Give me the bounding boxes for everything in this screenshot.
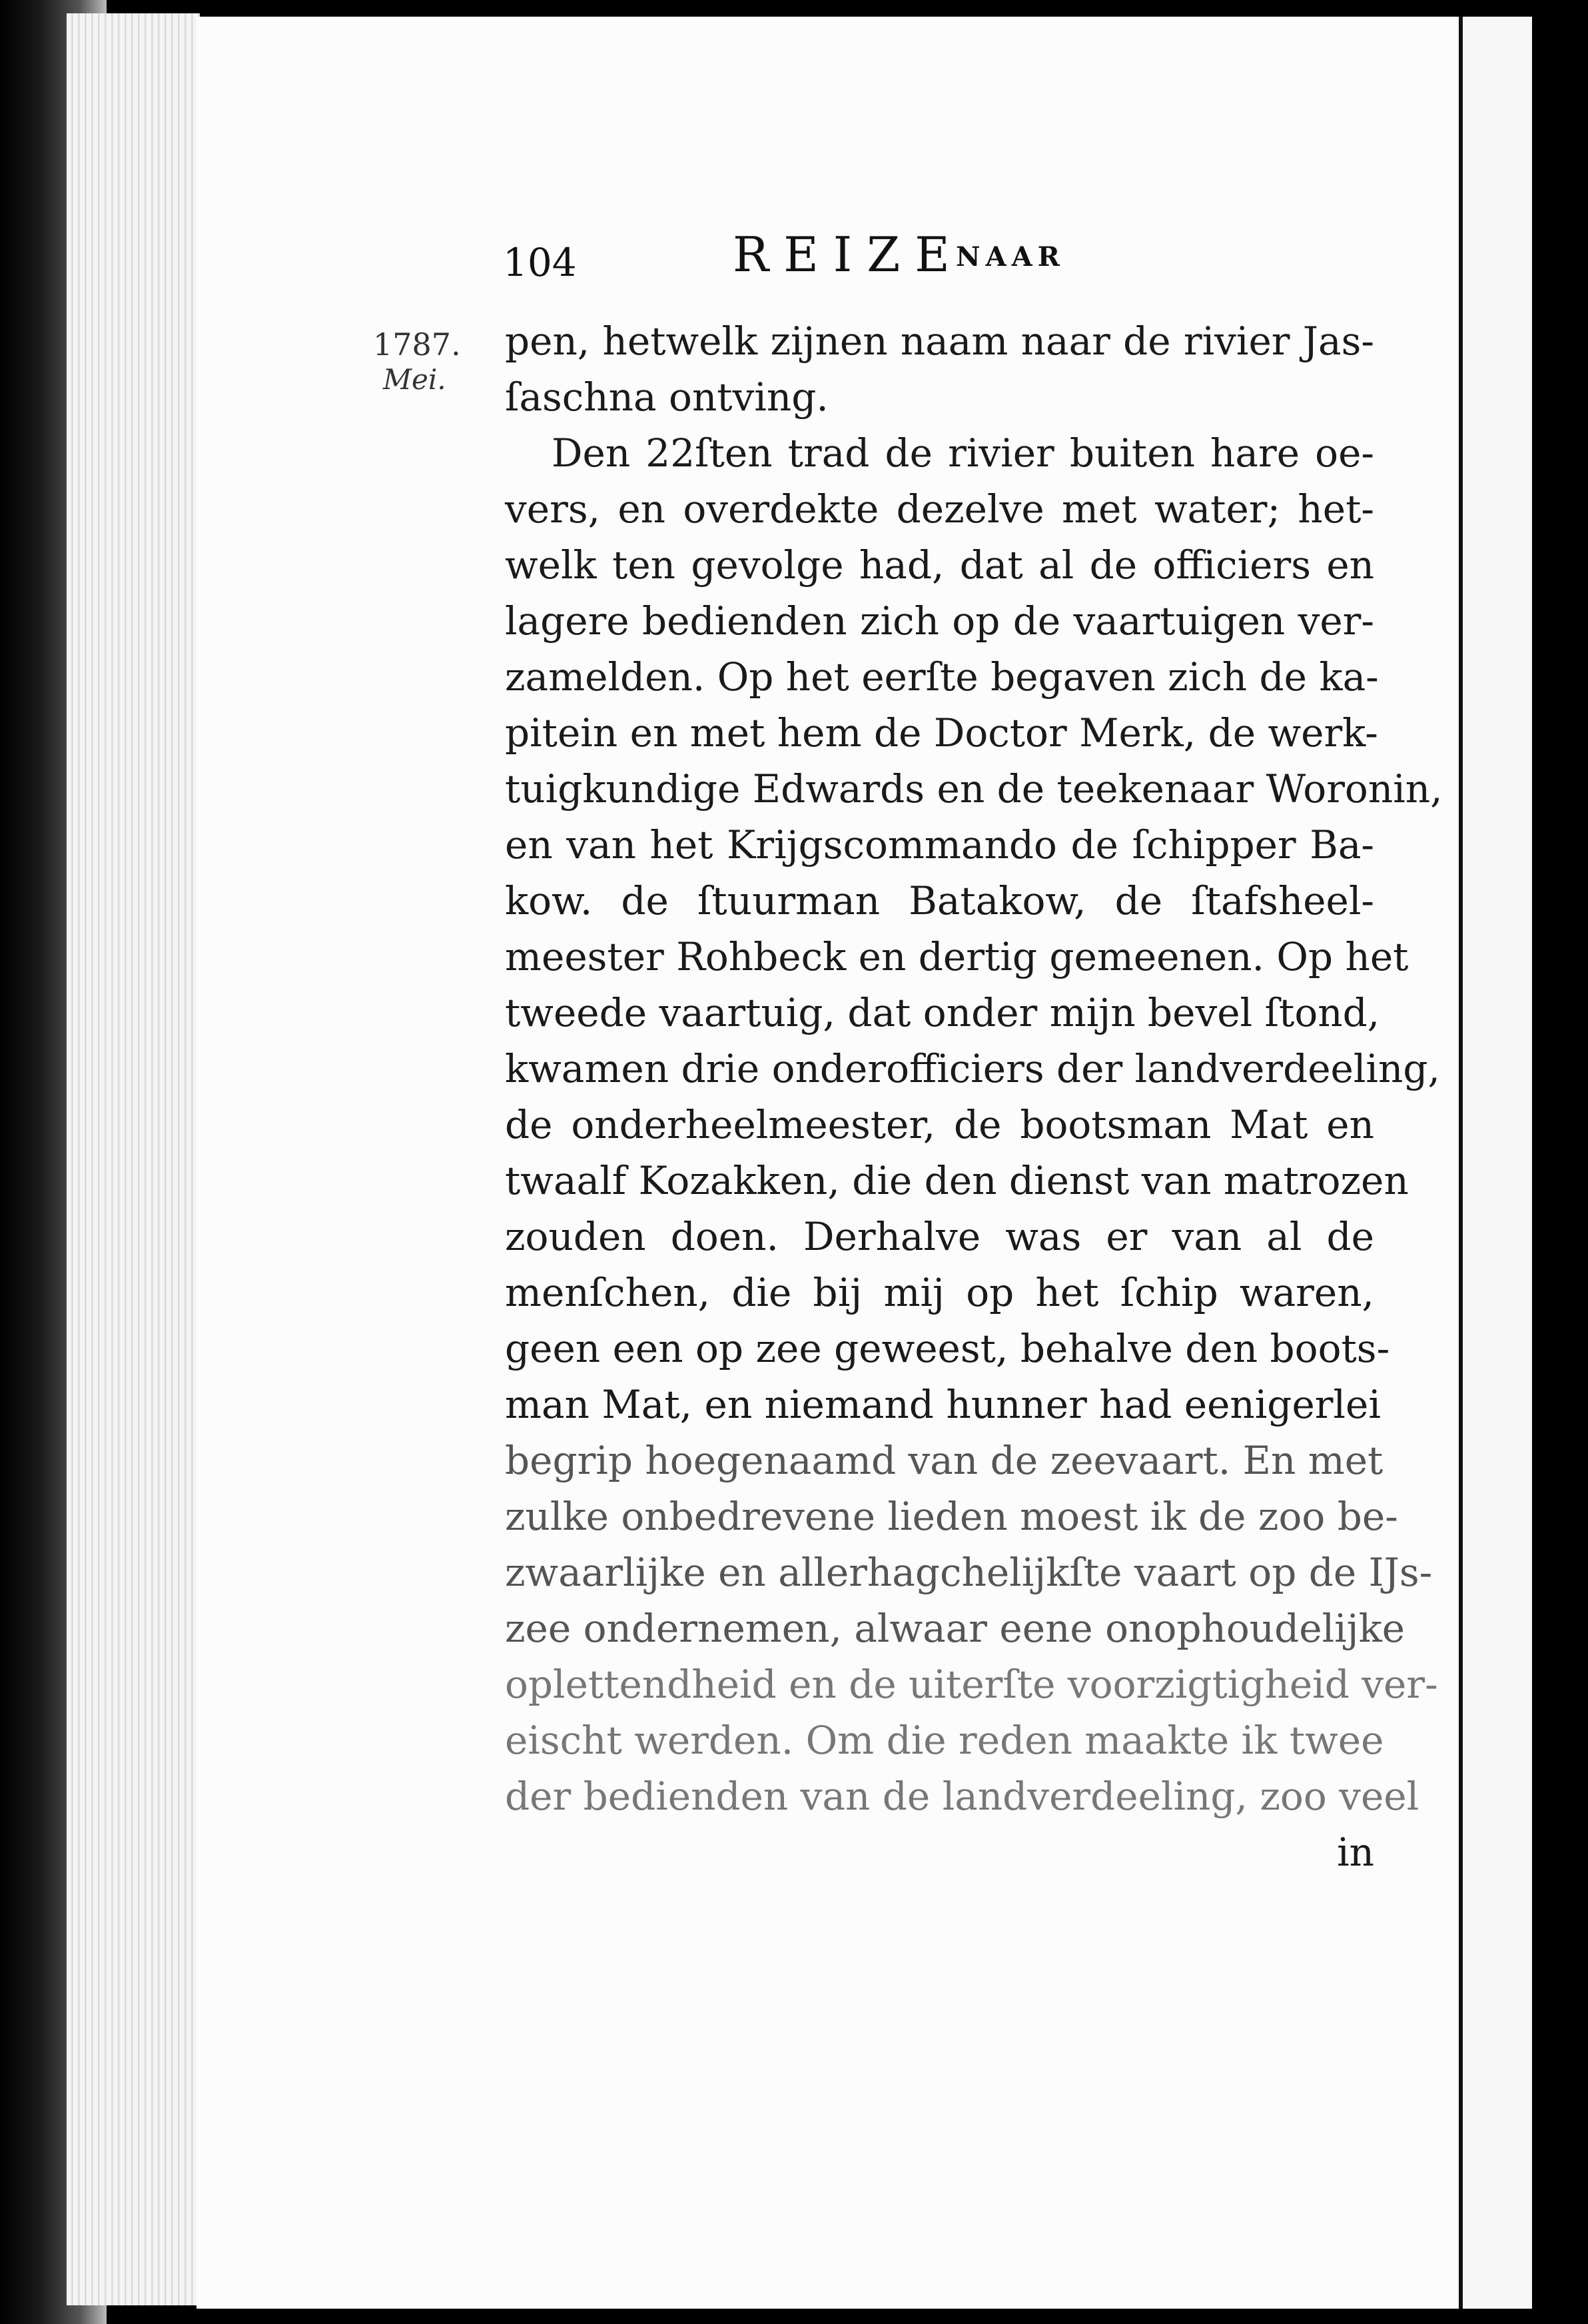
text-line: man Mat, en niemand hunner had eenigerlei	[505, 1382, 1381, 1427]
text-line: en van het Krijgscommando de ſchipper Ba-	[505, 822, 1374, 868]
text-line: vers, en overdekte dezelve met water; het-	[505, 486, 1374, 532]
margin-note-month: Mei.	[383, 363, 446, 396]
text-line: tuigkundige Edwards en de teekenaar Woronin,	[505, 766, 1443, 812]
body-text	[505, 313, 1443, 1880]
text-line: eischt werden. Om die reden maakte ik twee	[505, 1718, 1384, 1763]
text-line: pitein en met hem de Doctor Merk, de werk-	[505, 710, 1378, 756]
text-line: kow. de ſtuurman Batakow, de ſtafsheel-	[505, 878, 1374, 923]
text-line: ſaschna ontving.	[505, 374, 829, 420]
text-line: Den 22ſten trad de rivier buiten hare oe-	[552, 430, 1374, 476]
text-line: zwaarlijke en allerhagchelijkſte vaart op de IJs-	[505, 1550, 1433, 1595]
text-line: de onderheelmeester, de bootsman Mat en	[505, 1102, 1374, 1147]
background-right	[1532, 0, 1588, 2324]
text-line: geen een op zee geweest, behalve den boots-	[505, 1326, 1390, 1371]
page-number: 104	[503, 240, 577, 285]
text-line: tweede vaartuig, dat onder mijn bevel ſtond,	[505, 990, 1380, 1035]
text-line: welk ten gevolge had, dat al de officiers en	[505, 542, 1374, 588]
text-line: der bedienden van de landverdeeling, zoo veel	[505, 1774, 1419, 1819]
text-line: begrip hoegenaamd van de zeevaart. En met	[505, 1438, 1384, 1483]
facing-page-edge	[1459, 17, 1536, 2309]
page-stack-edges	[67, 13, 200, 2305]
running-title: REIZE	[733, 227, 965, 283]
page-header	[503, 227, 1369, 293]
text-line: pen, hetwelk zijnen naam naar de rivier Jas-	[505, 318, 1374, 364]
text-line: zouden doen. Derhalve was er van al de	[505, 1214, 1374, 1259]
running-title-continuation: NAAR	[956, 241, 1065, 273]
text-line: lagere bedienden zich op de vaartuigen ver-	[505, 598, 1374, 644]
catchword: in	[1337, 1830, 1374, 1875]
text-line: zulke onbedrevene lieden moest ik de zoo be-	[505, 1494, 1398, 1539]
text-line: zamelden. Op het eerſte begaven zich de ka-	[505, 654, 1379, 700]
text-line: meester Rohbeck en dertig gemeenen. Op het	[505, 934, 1409, 979]
text-line: oplettendheid en de uiterſte voorzigtigheid ver-	[505, 1662, 1438, 1707]
text-line: menſchen, die bij mij op het ſchip waren,	[505, 1270, 1374, 1315]
text-line: kwamen drie onderofficiers der landverdeeling,	[505, 1046, 1440, 1091]
text-line: zee ondernemen, alwaar eene onophoudelijke	[505, 1606, 1405, 1651]
text-line: twaalf Kozakken, die den dienst van matrozen	[505, 1158, 1409, 1203]
margin-note-year: 1787.	[373, 326, 461, 362]
